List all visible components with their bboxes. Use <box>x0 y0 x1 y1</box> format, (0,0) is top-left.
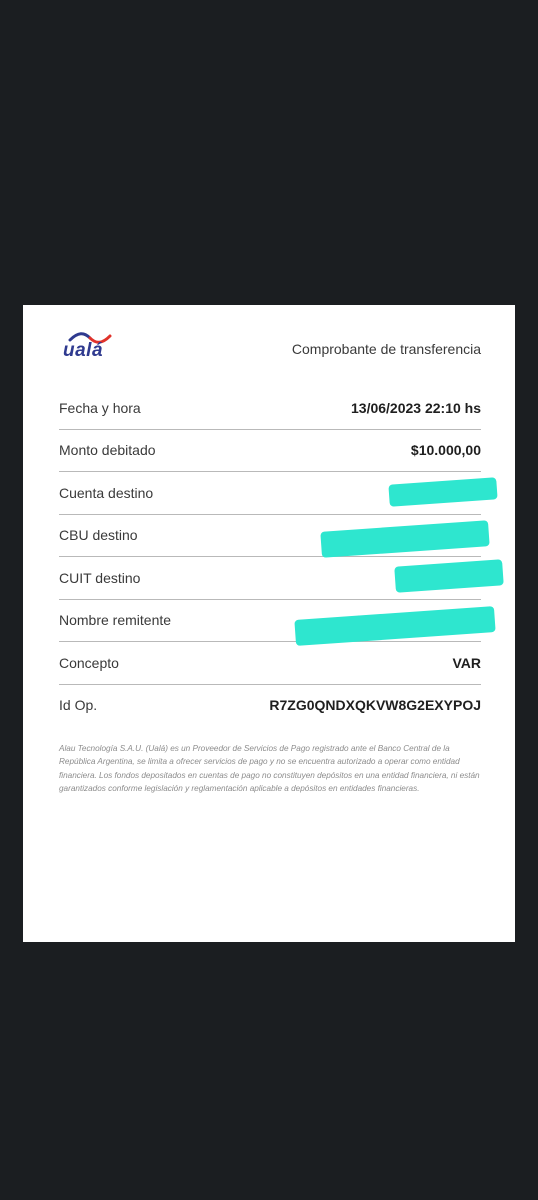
row-label: CBU destino <box>59 527 138 544</box>
row-label: Id Op. <box>59 697 98 714</box>
legal-disclaimer: Alau Tecnología S.A.U. (Ualá) es un Proveedor de Servicios de Pago registrado ante el Banco Central de la República Argentina, se limita a ofrecer servicios de pago y no se encuentra autorizado a operar como entidad financiera. Los fondos depositados en cuentas de pago no constituyen depósitos en una entidad financiera, ni están garantizados conforme legislación y reglamentación aplicable a depósitos en entidades financieras. <box>59 744 480 793</box>
row-label: Concepto <box>59 654 119 671</box>
row-label: Cuenta destino <box>59 484 154 501</box>
transfer-receipt <box>23 305 515 942</box>
row-label: Fecha y hora <box>59 399 141 416</box>
row-label: CUIT destino <box>59 569 141 586</box>
row-label: Monto debitado <box>59 442 156 459</box>
row-label: Nombre remitente <box>59 612 172 629</box>
row-value: R7ZG0QNDXQKVW8G2EXYPOJ <box>269 697 481 714</box>
row-value: VAR <box>452 654 481 671</box>
row-value: $10.000,00 <box>410 442 481 459</box>
row-concepto <box>59 642 481 685</box>
logo-text: ualá <box>63 340 104 361</box>
uala-logo <box>63 332 123 362</box>
row-value: 13/06/2023 22:10 hs <box>351 399 481 416</box>
row-monto-debitado <box>59 430 481 473</box>
row-fecha-hora <box>59 387 481 430</box>
row-id-op <box>59 685 481 727</box>
receipt-details <box>59 387 481 726</box>
document-title: Comprobante de transferencia <box>291 341 481 357</box>
